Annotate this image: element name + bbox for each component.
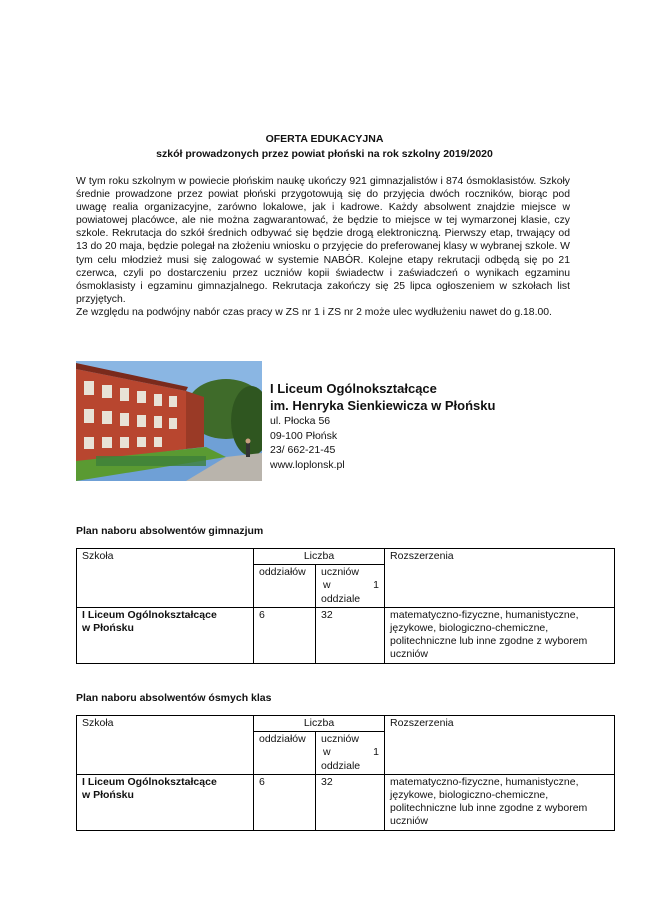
header-students: uczniów w 1 oddziale <box>316 732 385 775</box>
cell-extensions: matematyczno-fizyczne, humanistyczne, językowe, biologiczno-chemiczne, politechniczne lub inne zgodne z wyborem uczniów <box>385 607 615 663</box>
table-header-row <box>77 716 615 732</box>
school-name-line-2: im. Henryka Sienkiewicza w Płońsku <box>270 398 496 413</box>
header-branches: oddziałów <box>254 732 316 775</box>
header-count: Liczba <box>254 549 385 565</box>
school-website[interactable]: www.loplonsk.pl <box>270 458 345 471</box>
school-phone: 23/ 662-21-45 <box>270 444 336 456</box>
header-school: Szkoła <box>77 716 254 775</box>
plan-heading-osmych-klas: Plan naboru absolwentów ósmych klas <box>76 692 272 704</box>
table-header-row <box>77 549 615 565</box>
plan-table-gimnazjum <box>76 548 615 664</box>
table-row <box>77 607 615 663</box>
table-row <box>77 774 615 830</box>
cell-branches: 6 <box>254 607 316 663</box>
cell-students: 32 <box>316 607 385 663</box>
school-city: 09-100 Płońsk <box>270 429 338 442</box>
intro-paragraph-2: Ze względu na podwójny nabór czas pracy w ZS nr 1 i ZS nr 2 może ulec wydłużeniu nawet do g.18.00. <box>76 306 552 318</box>
school-street: ul. Płocka 56 <box>270 415 331 427</box>
intro-paragraph-1: W tym roku szkolnym w powiecie płońskim naukę ukończy 921 gimnazjalistów i 874 ósmoklasistów. Szkoły średnie prowadzone przez powiat płoński przygotowują się do przyjęcia dwóch roczników, biorąc pod uwagę realia organizacyjne, zarówno lokalowe, jak i kadrowe. Każdy absolwent znajdzie miejsce w powiatowej placówce, ale nie można zagwarantować, że będzie to miejsce w tej wymarzonej klasie, czy szkole. Rekrutacja do szkół średnich odbywać się będzie drogą elektroniczną. Pierwszy etap, trwający od 13 do 20 maja, będzie polegał na złożeniu wniosku o przyjęcie do preferowanej klasy w wybranej szkole. W tym celu młodzież musi się zalogować w systemie NABÓR. Kolejne etapy rekrutacji odbędą się po 21 czerwca, czyli po dostarczeniu przez uczniów kopii świadectw i zaświadczeń o wynikach egzaminu ósmoklasisty i egzaminu gimnazjalnego. Rekrutacja zakończy się 25 lipca ogłoszeniem w szkołach list przyjętych. <box>76 176 570 305</box>
cell-school: I Liceum Ogólnokształcące w Płońsku <box>77 774 254 830</box>
page-subtitle: szkół prowadzonych przez powiat płoński na rok szkolny 2019/2020 <box>156 148 493 160</box>
header-extensions: Rozszerzenia <box>385 716 615 775</box>
cell-extensions: matematyczno-fizyczne, humanistyczne, językowe, biologiczno-chemiczne, politechniczne lub inne zgodne z wyborem uczniów <box>385 774 615 830</box>
intro-text <box>76 175 570 319</box>
school-name-line-1: I Liceum Ogólnokształcące <box>270 381 437 396</box>
header-school: Szkoła <box>77 549 254 608</box>
cell-students: 32 <box>316 774 385 830</box>
page-title: OFERTA EDUKACYJNA <box>265 133 384 145</box>
plan-table-osmych-klas <box>76 715 615 831</box>
plan-heading-gimnazjum: Plan naboru absolwentów gimnazjum <box>76 525 264 537</box>
cell-school: I Liceum Ogólnokształcące w Płońsku <box>77 607 254 663</box>
cell-branches: 6 <box>254 774 316 830</box>
school-building-photo <box>76 361 262 481</box>
header-extensions: Rozszerzenia <box>385 549 615 608</box>
header-branches: oddziałów <box>254 565 316 608</box>
school-info <box>270 380 570 472</box>
header-students: uczniów w 1 oddziale <box>316 565 385 608</box>
header-count: Liczba <box>254 716 385 732</box>
